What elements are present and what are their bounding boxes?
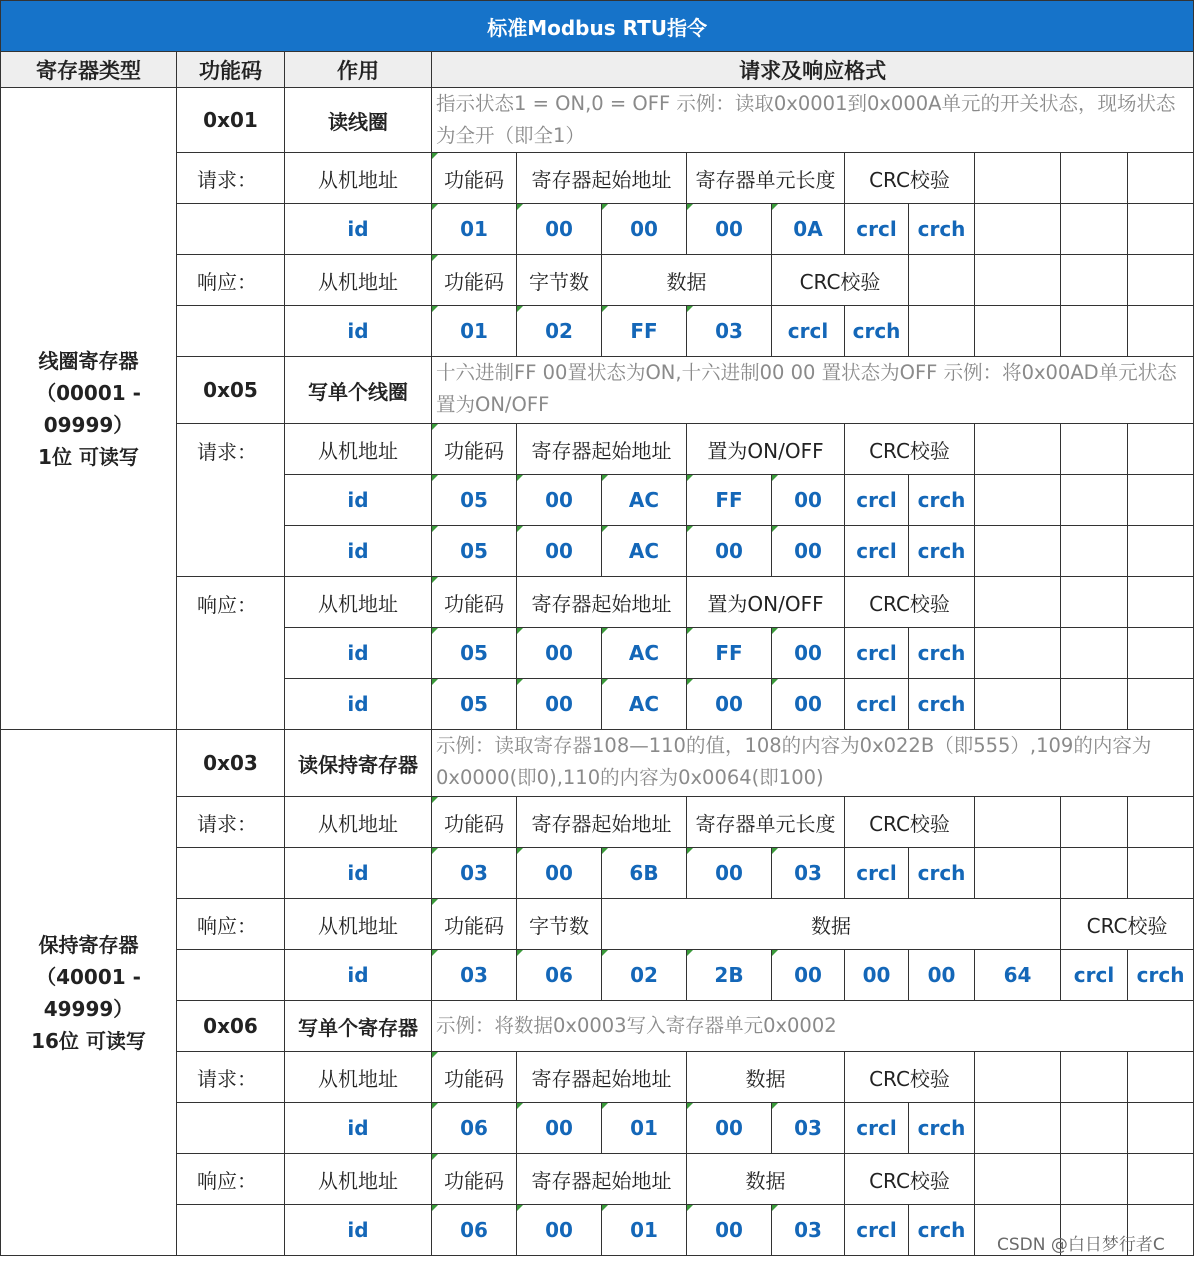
- value-cell: 00: [517, 848, 602, 899]
- value-cell: 00: [687, 1205, 772, 1256]
- field-func-code: 功能码: [432, 899, 517, 950]
- label-response: 响应：: [177, 899, 285, 950]
- value-cell: 2B: [687, 950, 772, 1001]
- value-cell: 05: [432, 526, 517, 577]
- value-cell: 00: [845, 950, 909, 1001]
- note-read-holding: 示例：读取寄存器108—110的值，108的内容为0x022B（即555）,109的内容为0x0000(即0),110的内容为0x0064(即100): [432, 730, 1194, 797]
- header-register-type: 寄存器类型: [1, 52, 177, 88]
- value-cell: 00: [687, 848, 772, 899]
- field-data: 数据: [602, 255, 772, 306]
- value-cell: 01: [432, 306, 517, 357]
- coil-register-type: [1, 88, 177, 730]
- value-cell: crch: [909, 1103, 975, 1154]
- field-func-code: 功能码: [432, 577, 517, 628]
- field-slave-addr: 从机地址: [285, 577, 432, 628]
- coil-type-line-1: 线圈寄存器: [38, 348, 139, 373]
- value-cell: crcl: [845, 848, 909, 899]
- field-func-code: 功能码: [432, 797, 517, 848]
- header-purpose: 作用: [285, 52, 432, 88]
- value-cell: id: [285, 1205, 432, 1256]
- value-cell: 00: [517, 475, 602, 526]
- value-cell: crch: [1128, 950, 1194, 1001]
- name-read-holding: 读保持寄存器: [285, 730, 432, 797]
- field-func-code: 功能码: [432, 1052, 517, 1103]
- value-cell: id: [285, 1103, 432, 1154]
- value-cell: crch: [909, 526, 975, 577]
- value-cell: 03: [432, 848, 517, 899]
- field-start-addr: 寄存器起始地址: [517, 1154, 687, 1205]
- value-cell: crch: [909, 848, 975, 899]
- value-cell: crch: [909, 628, 975, 679]
- field-slave-addr: 从机地址: [285, 424, 432, 475]
- value-cell: id: [285, 204, 432, 255]
- value-cell: AC: [602, 526, 687, 577]
- value-cell: id: [285, 848, 432, 899]
- value-cell: 00: [687, 679, 772, 730]
- value-cell: 01: [602, 1103, 687, 1154]
- value-cell: FF: [687, 628, 772, 679]
- holding-type-line-4: 16位 可读写: [31, 1028, 146, 1053]
- header-format: 请求及响应格式: [432, 52, 1194, 88]
- value-cell: 05: [432, 475, 517, 526]
- value-cell: 03: [772, 848, 845, 899]
- value-cell: 05: [432, 679, 517, 730]
- field-crc: CRC校验: [845, 424, 975, 475]
- value-cell: id: [285, 526, 432, 577]
- value-cell: 00: [687, 1103, 772, 1154]
- code-0x03: 0x03: [177, 730, 285, 797]
- value-cell: 00: [517, 1205, 602, 1256]
- value-cell: 03: [772, 1103, 845, 1154]
- holding-type-line-1: 保持寄存器: [38, 932, 139, 957]
- coil-type-line-2: （00001 -: [36, 380, 141, 405]
- label-response: 响应：: [177, 577, 285, 730]
- value-cell: 00: [517, 628, 602, 679]
- field-slave-addr: 从机地址: [285, 797, 432, 848]
- label-response: 响应：: [177, 255, 285, 306]
- field-func-code: 功能码: [432, 255, 517, 306]
- label-response: 响应：: [177, 1154, 285, 1205]
- value-cell: AC: [602, 679, 687, 730]
- value-cell: crch: [845, 306, 909, 357]
- field-data: 数据: [687, 1154, 845, 1205]
- field-start-addr: 寄存器起始地址: [517, 797, 687, 848]
- watermark: CSDN @白日梦行者C: [997, 1235, 1165, 1255]
- field-byte-count: 字节数: [517, 899, 602, 950]
- field-crc: CRC校验: [845, 577, 975, 628]
- field-set-on-off: 置为ON/OFF: [687, 424, 845, 475]
- value-cell: 05: [432, 628, 517, 679]
- value-cell: 06: [432, 1103, 517, 1154]
- value-cell: 00: [772, 526, 845, 577]
- value-cell: crcl: [845, 679, 909, 730]
- value-cell: 06: [432, 1205, 517, 1256]
- code-0x06: 0x06: [177, 1001, 285, 1052]
- value-cell: 00: [772, 950, 845, 1001]
- value-cell: crcl: [845, 1205, 909, 1256]
- value-cell: 03: [772, 1205, 845, 1256]
- note-write-holding: 示例：将数据0x0003写入寄存器单元0x0002: [432, 1001, 1194, 1052]
- field-slave-addr: 从机地址: [285, 255, 432, 306]
- field-slave-addr: 从机地址: [285, 153, 432, 204]
- value-cell: 0A: [772, 204, 845, 255]
- value-cell: id: [285, 475, 432, 526]
- value-cell: 00: [517, 679, 602, 730]
- value-cell: crcl: [845, 526, 909, 577]
- label-request: 请求：: [177, 153, 285, 204]
- field-crc: CRC校验: [772, 255, 909, 306]
- field-crc: CRC校验: [845, 1154, 975, 1205]
- value-cell: crcl: [845, 204, 909, 255]
- value-cell: 02: [602, 950, 687, 1001]
- field-start-addr: 寄存器起始地址: [517, 1052, 687, 1103]
- value-cell: 00: [517, 204, 602, 255]
- label-request: 请求：: [177, 797, 285, 848]
- value-cell: id: [285, 950, 432, 1001]
- value-cell: id: [285, 306, 432, 357]
- value-cell: FF: [602, 306, 687, 357]
- holding-type-line-2: （40001 -: [36, 964, 141, 989]
- value-cell: 00: [772, 628, 845, 679]
- field-start-addr: 寄存器起始地址: [517, 153, 687, 204]
- label-request: 请求：: [177, 424, 285, 577]
- value-cell: 00: [602, 204, 687, 255]
- note-read-coil: 指示状态1 = ON,0 = OFF 示例：读取0x0001到0x000A单元的开关状态，现场状态为全开（即全1）: [432, 88, 1194, 153]
- value-cell: crch: [909, 475, 975, 526]
- value-cell: id: [285, 628, 432, 679]
- field-slave-addr: 从机地址: [285, 899, 432, 950]
- value-cell: crcl: [845, 628, 909, 679]
- field-byte-count: 字节数: [517, 255, 602, 306]
- table-title: 标准Modbus RTU指令: [1, 1, 1194, 52]
- value-cell: crcl: [845, 1103, 909, 1154]
- holding-register-type: [1, 730, 177, 1256]
- value-cell: 00: [687, 204, 772, 255]
- note-write-coil: 十六进制FF 00置状态为ON,十六进制00 00 置状态为OFF 示例：将0x00AD单元状态置为ON/OFF: [432, 357, 1194, 424]
- coil-type-line-3: 09999）: [43, 412, 134, 437]
- field-crc: CRC校验: [1061, 899, 1194, 950]
- value-cell: crcl: [845, 475, 909, 526]
- value-cell: AC: [602, 475, 687, 526]
- value-cell: 06: [517, 950, 602, 1001]
- field-start-addr: 寄存器起始地址: [517, 577, 687, 628]
- value-cell: crch: [909, 679, 975, 730]
- value-cell: 02: [517, 306, 602, 357]
- value-cell: 00: [772, 475, 845, 526]
- field-func-code: 功能码: [432, 1154, 517, 1205]
- name-write-coil: 写单个线圈: [285, 357, 432, 424]
- holding-type-line-3: 49999）: [43, 996, 134, 1021]
- value-cell: 03: [687, 306, 772, 357]
- header-function-code: 功能码: [177, 52, 285, 88]
- field-func-code: 功能码: [432, 424, 517, 475]
- value-cell: crcl: [1061, 950, 1128, 1001]
- value-cell: FF: [687, 475, 772, 526]
- coil-type-line-4: 1位 可读写: [38, 444, 139, 469]
- name-read-coil: 读线圈: [285, 88, 432, 153]
- value-cell: crch: [909, 1205, 975, 1256]
- value-cell: 00: [772, 679, 845, 730]
- field-crc: CRC校验: [845, 153, 975, 204]
- field-crc: CRC校验: [845, 797, 975, 848]
- value-cell: crch: [909, 204, 975, 255]
- code-0x01: 0x01: [177, 88, 285, 153]
- value-cell: 64: [975, 950, 1061, 1001]
- value-cell: 00: [909, 950, 975, 1001]
- field-crc: CRC校验: [845, 1052, 975, 1103]
- field-slave-addr: 从机地址: [285, 1052, 432, 1103]
- field-set-on-off: 置为ON/OFF: [687, 577, 845, 628]
- value-cell: 00: [517, 1103, 602, 1154]
- value-cell: 01: [602, 1205, 687, 1256]
- value-cell: 03: [432, 950, 517, 1001]
- field-data: 数据: [687, 1052, 845, 1103]
- value-cell: id: [285, 679, 432, 730]
- field-unit-len: 寄存器单元长度: [687, 797, 845, 848]
- value-cell: 00: [687, 526, 772, 577]
- field-slave-addr: 从机地址: [285, 1154, 432, 1205]
- field-func-code: 功能码: [432, 153, 517, 204]
- field-start-addr: 寄存器起始地址: [517, 424, 687, 475]
- field-unit-len: 寄存器单元长度: [687, 153, 845, 204]
- value-cell: 6B: [602, 848, 687, 899]
- value-cell: 00: [517, 526, 602, 577]
- label-request: 请求：: [177, 1052, 285, 1103]
- value-cell: 01: [432, 204, 517, 255]
- name-write-holding: 写单个寄存器: [285, 1001, 432, 1052]
- value-cell: AC: [602, 628, 687, 679]
- value-cell: crcl: [772, 306, 845, 357]
- code-0x05: 0x05: [177, 357, 285, 424]
- field-data: 数据: [602, 899, 1061, 950]
